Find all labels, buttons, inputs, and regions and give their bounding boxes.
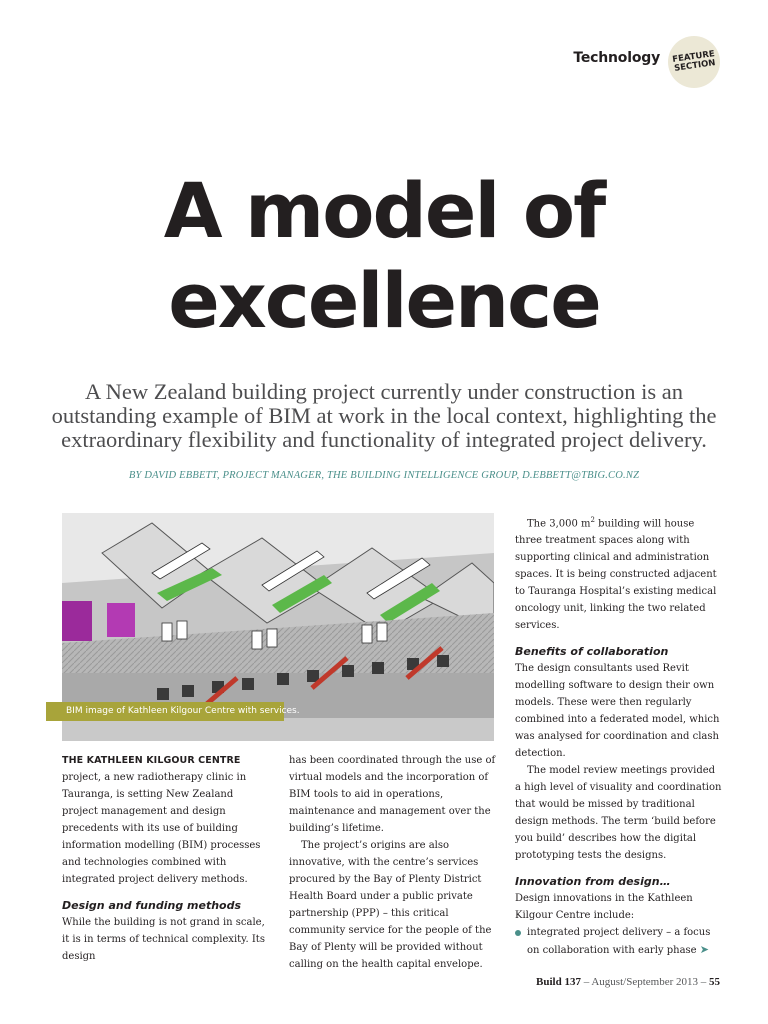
column-1	[62, 752, 269, 965]
headline-line-1: A model of	[163, 166, 605, 255]
review-paragraph: The model review meetings provided a high level of visuality and coordination that would be missed by traditional design methods. The term ‘build before you build’ describes how the digital prototyping tests the designs.	[515, 765, 722, 862]
column-3	[515, 512, 722, 959]
feature-badge-text: FEATURE SECTION	[671, 49, 716, 74]
byline: BY DAVID EBBETT, PROJECT MANAGER, THE BUILDING INTELLIGENCE GROUP, D.EBBETT@TBIG.CO.NZ	[128, 470, 640, 481]
figure-caption: BIM image of Kathleen Kilgour Centre with services.	[46, 702, 284, 721]
innovation-paragraph: Design innovations in the Kathleen Kilgour Centre include:	[515, 893, 693, 922]
superscript: 2	[590, 516, 595, 524]
continue-arrow-icon: ➤	[699, 943, 709, 957]
list-item	[515, 924, 722, 959]
intro-paragraph	[62, 752, 269, 888]
lead-in: THE KATHLEEN KILGOUR CENTRE	[62, 755, 241, 766]
standfirst: A New Zealand building project currently under construction is an outstanding example of BIM at work in the local context, highlighting the extraordinary flexibility and functionality of integrated project delivery.	[51, 379, 717, 452]
headline	[0, 166, 768, 346]
design-paragraph: While the building is not grand in scale, it is in terms of technical complexity. Its design	[62, 917, 265, 962]
feature-section-badge	[668, 36, 720, 88]
issue-date: – August/September 2013 –	[580, 976, 709, 988]
headline-line-2: excellence	[168, 256, 600, 345]
magazine-name: Build 137	[536, 976, 581, 988]
subhead-collaboration: Benefits of collaboration	[515, 645, 669, 659]
building-text-end: building will house three treatment spaces along with supporting clinical and administration spaces. It is being constructed adjacent to Tauranga Hospital’s existing medical oncology unit, linking the two related services.	[515, 518, 717, 632]
building-paragraph	[515, 512, 722, 634]
revit-paragraph: The design consultants used Revit modelling software to design their own models. These were then regularly combined into a federated model, which was analysed for coordination and clash detection.	[515, 663, 720, 760]
bullet-label: integrated project delivery – a focus on collaboration with early phase	[527, 927, 711, 957]
coordination-paragraph: has been coordinated through the use of virtual models and the incorporation of BIM tools to aid in operations, maintenance and management over the building’s lifetime.	[289, 755, 496, 834]
bullet-text	[527, 924, 722, 959]
subhead-innovation: Innovation from design…	[515, 875, 671, 889]
column-2	[289, 752, 496, 973]
subhead-design-funding: Design and funding methods	[62, 899, 242, 912]
section-label: Technology	[573, 50, 660, 66]
page-footer	[536, 976, 720, 988]
origins-paragraph: The project’s origins are also innovative, with the centre’s services procured by the Bay of Plenty District Health Board under a public private partnership (PPP) – this critical community service for the people of the Bay of Plenty will be provided without calling on the health capital envelope.	[289, 840, 492, 970]
intro-text: project, a new radiotherapy clinic in Tauranga, is setting New Zealand project management and design precedents with its use of building information modelling (BIM) processes and technologies combined with integrated project delivery methods.	[62, 772, 261, 885]
building-text-start: The 3,000 m	[527, 518, 591, 530]
page-number: 55	[709, 976, 720, 988]
bullet-icon	[515, 930, 521, 936]
